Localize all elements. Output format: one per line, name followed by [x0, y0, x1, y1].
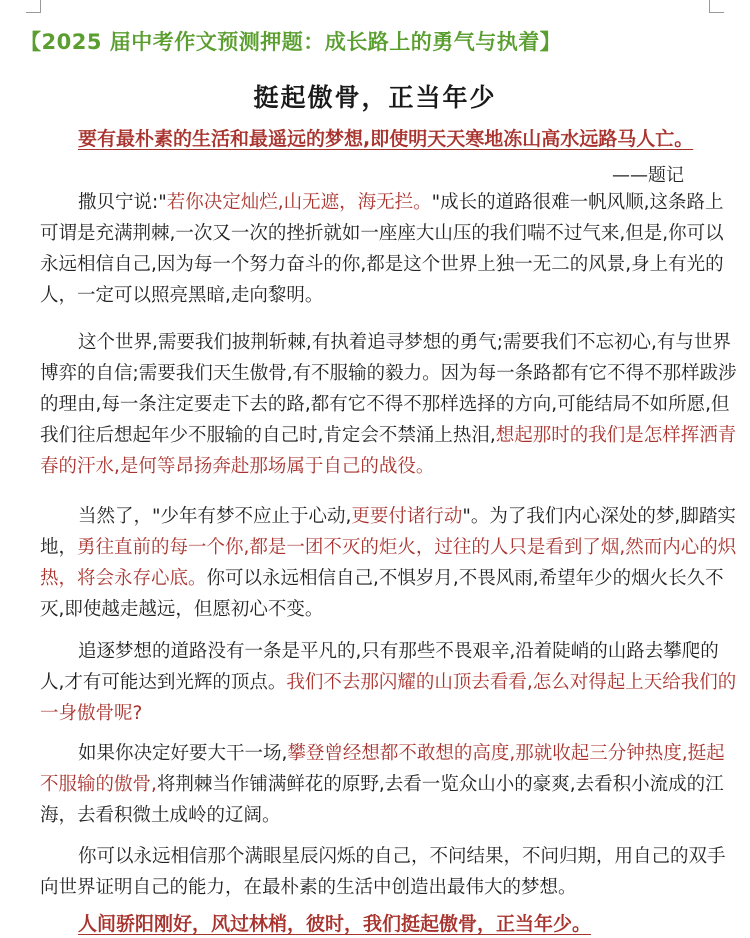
highlight-text: 勇往直前的每一个你,都是一团不灭的炬火，过往的人只是看到了烟,然而内心的炽热，将会永存心底。: [40, 537, 737, 589]
text-run: "。为了我们内心深处的梦,脚踏实地，: [40, 506, 736, 558]
text-run: "成长的道路很难一帆风顺,这条路上可谓是充满荆棘,一次又一次的挫折就如一座座大山压的我们喘不过气来,但是,你可以永远相信自己,因为每一个努力奋斗的你,都是这个世界上独一无二的风景,身上有光的人，一定可以照亮黑暗,走向黎明。: [40, 192, 724, 306]
text-run: 你可以永远相信自己,不惧岁月,不畏风雨,希望年少的烟火长久不灭,即使越走越远，但愿初心不变。: [40, 568, 724, 620]
closing-line: 人间骄阳刚好，风过林梢，彼时，我们挺起傲骨，正当年少。: [78, 913, 592, 935]
highlight-text: 若你决定灿烂,山无遮，海无拦。: [166, 192, 432, 213]
text-run: 你可以永远相信那个满眼星辰闪烁的自己，不问结果，不问归期，用自己的双手向世界证明自己的能力，在最朴素的生活中创造出最伟大的梦想。: [40, 846, 726, 898]
paragraph-5: [40, 738, 740, 831]
corner-mark-left: [26, 0, 41, 13]
epigraph: 要有最朴素的生活和最遥远的梦想,即使明天天寒地冻山高水远路马人亡。: [78, 128, 694, 150]
highlight-text: 更要付诸行动: [351, 506, 463, 527]
essay-title: 挺起傲骨，正当年少: [253, 83, 497, 112]
paragraph-1: [40, 187, 740, 311]
paragraph-2: [40, 327, 740, 482]
text-run: 如果你决定好要大干一场,: [78, 743, 288, 764]
paragraph-4: [40, 636, 740, 729]
highlight-text: 攀登曾经想都不敢想的高度,那就收起三分钟热度,挺起不服输的傲骨,: [40, 743, 725, 795]
paragraph-6: [40, 841, 740, 903]
text-run: 追逐梦想的道路没有一条是平凡的,只有那些不畏艰辛,沿着陡峭的山路去攀爬的人,才有可能达到光辉的顶点。: [40, 641, 719, 693]
epigraph-signature: ——题记: [612, 165, 684, 186]
corner-mark-right: [709, 0, 724, 13]
text-run: 这个世界,需要我们披荆斩棘,有执着追寻梦想的勇气;需要我们不忘初心,有与世界博弈的自信;需要我们天生傲骨,有不服输的毅力。因为每一条路都有它不得不那样跋涉的理由,每一条注定要走下去的路,都有它不得不那样选择的方向,可能结局不如所愿,但我们往后想起年少不服输的自己时,肯定会不禁涌上热泪,: [40, 332, 737, 446]
highlight-text: 我们不去那闪耀的山顶去看看,怎么对得起上天给我们的一身傲骨呢?: [40, 672, 737, 724]
text-run: 将荆棘当作铺满鲜花的原野,去看一览众山小的豪爽,去看积小流成的江海，去看积微土成岭的辽阔。: [40, 774, 724, 826]
text-run: 撒贝宁说:": [78, 192, 167, 213]
article-header: 【2025 届中考作文预测押题：成长路上的勇气与执着】: [20, 30, 562, 54]
text-run: 当然了，"少年有梦不应止于心动,: [78, 506, 352, 527]
paragraph-3: [40, 501, 740, 625]
highlight-text: 想起那时的我们是怎样挥洒青春的汗水,是何等昂扬奔赴那场属于自己的战役。: [40, 425, 737, 477]
